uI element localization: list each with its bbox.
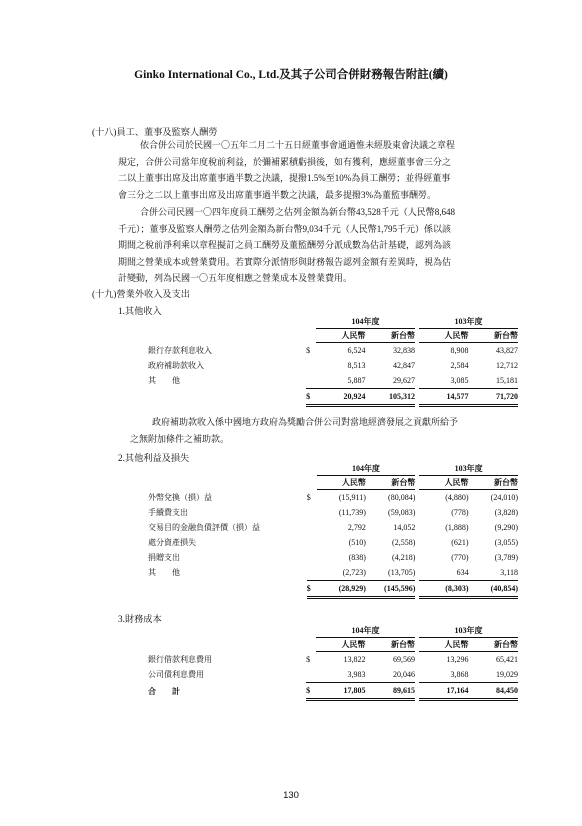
cell: (8,303) (419, 581, 468, 598)
cell: 69,569 (393, 655, 416, 664)
cell: 2,584 (450, 361, 469, 370)
currency-sign: $ (306, 683, 316, 700)
table-row (148, 505, 518, 520)
currency-sign (306, 667, 316, 683)
cell: (11,739) (338, 508, 366, 517)
para2-line: 合併公司民國一〇四年度員工酬勞之估列金額為新台幣43,528千元（人民幣8,648 (140, 207, 456, 217)
para1-line: 依合併公司於民國一〇五年二月二十五日經董事會通過惟未經股東會決議之章程 (140, 140, 456, 150)
currency-sign (307, 520, 317, 535)
cell: 13,822 (343, 655, 366, 664)
finance-costs-title: 3.財務成本 (118, 614, 162, 624)
cell: (4,880) (445, 493, 469, 502)
year-103-header: 103年度 (419, 624, 518, 638)
cell: 6,524 (347, 346, 366, 355)
currency-sign (306, 358, 316, 373)
currency-sign: $ (306, 492, 311, 502)
table-row (148, 565, 518, 581)
rmb-header: 人民幣 (419, 329, 469, 343)
table-row (148, 667, 518, 683)
finance-costs-table (148, 624, 518, 701)
cell: (15,911) (338, 493, 366, 502)
cell: (24,010) (490, 493, 518, 502)
ntd-header: 新台幣 (366, 638, 416, 652)
para2-line: 期間之稅前淨利乘以章程擬訂之員工酬勞及董監酬勞分派成數為估計基礎，認列為該 (118, 240, 452, 251)
section-18-paragraph-2 (118, 204, 478, 287)
para1-line: 會三分之二以上董事出席及出席董事過半數之決議，最多提撥3%為董監事酬勞。 (118, 189, 436, 200)
cell: (770) (451, 553, 469, 562)
year-104-header: 104年度 (316, 315, 415, 329)
cell: (838) (348, 553, 366, 562)
cell: (1,888) (445, 523, 469, 532)
table-row (148, 490, 518, 506)
cell: 20,924 (316, 389, 366, 406)
year-103-header: 103年度 (419, 315, 518, 329)
row-label: 公司債利息費用 (148, 670, 204, 680)
cell: 71,720 (468, 389, 518, 406)
cell: 19,029 (468, 667, 518, 683)
row-label: 交易目的金融負債評價（損）益 (148, 523, 260, 532)
currency-sign (307, 535, 317, 550)
total-label (148, 389, 306, 406)
para2-line: 期間之營業成本或營業費用。若實際分派情形與財務報告認列金額有差異時，視為估 (118, 256, 452, 267)
cell: 65,421 (496, 655, 518, 664)
other-income-title: 1.其他收入 (118, 306, 162, 316)
currency-sign (306, 373, 316, 389)
cell: 14,052 (393, 523, 416, 532)
cell: 32,838 (393, 346, 416, 355)
other-gains-title: 2.其他利益及損失 (118, 453, 190, 463)
rmb-header: 人民幣 (316, 329, 366, 343)
cell: (3,055) (494, 538, 518, 547)
total-row (148, 581, 518, 598)
total-label: 合 計 (148, 686, 180, 696)
table-row (148, 550, 518, 565)
cell: 12,712 (496, 361, 518, 370)
row-label: 銀行存款利息收入 (148, 345, 212, 355)
row-label: 其 他 (148, 568, 180, 578)
currency-sign (307, 505, 317, 520)
year-104-header: 104年度 (317, 462, 416, 476)
government-grant-note (130, 414, 478, 447)
row-label: 處分資產損失 (148, 538, 196, 547)
row-label: 其 他 (148, 376, 180, 386)
cell: (2,558) (392, 538, 416, 547)
cell: 5,887 (316, 373, 366, 389)
cell: 20,046 (366, 667, 416, 683)
currency-sign: $ (306, 345, 311, 355)
row-label: 手續費支出 (148, 508, 188, 517)
cell: 17,164 (419, 683, 469, 700)
cell: 2,792 (347, 523, 366, 532)
cell: (40,854) (469, 581, 518, 598)
rmb-header: 人民幣 (316, 638, 366, 652)
cell: 14,577 (419, 389, 469, 406)
cell: (28,929) (317, 581, 366, 598)
currency-sign: $ (306, 654, 311, 664)
ntd-header: 新台幣 (468, 329, 518, 343)
row-label: 外幣兌換（損）益 (148, 492, 212, 502)
cell: 3,868 (419, 667, 469, 683)
cell: (9,290) (494, 523, 518, 532)
cell: 15,181 (468, 373, 518, 389)
cell: (59,083) (388, 508, 416, 517)
other-gains-table (148, 462, 518, 599)
ntd-header: 新台幣 (366, 329, 416, 343)
cell: 89,615 (366, 683, 416, 700)
cell: 17,805 (316, 683, 366, 700)
rmb-header: 人民幣 (317, 476, 366, 490)
cell: 8,513 (347, 361, 366, 370)
table-row (148, 535, 518, 550)
cell: (2,723) (317, 565, 366, 581)
cell: (3,828) (494, 508, 518, 517)
cell: (13,705) (366, 565, 415, 581)
cell: (145,596) (366, 581, 415, 598)
table-row (148, 343, 518, 359)
cell: 84,450 (468, 683, 518, 700)
rmb-header: 人民幣 (419, 638, 469, 652)
section-18-heading: (十八)員工、董事及監察人酬勞 (92, 127, 218, 137)
cell: 13,296 (446, 655, 469, 664)
total-row (148, 683, 518, 700)
para1-line: 二以上董事出席及出席董事過半數之決議，提撥1.5%至10%為員工酬勞；並得經董事 (118, 173, 451, 184)
cell: 3,983 (316, 667, 366, 683)
other-income-table (148, 315, 518, 407)
cell: (621) (451, 538, 469, 547)
cell: (510) (348, 538, 366, 547)
cell: 8,908 (450, 346, 469, 355)
cell: (3,789) (494, 553, 518, 562)
cell: 42,847 (393, 361, 416, 370)
row-label: 政府補助款收入 (148, 361, 204, 370)
page-number: 130 (283, 790, 299, 801)
total-label (148, 581, 307, 598)
cell: 105,312 (366, 389, 416, 406)
ntd-header: 新台幣 (468, 638, 518, 652)
currency-sign (307, 565, 317, 581)
rmb-header: 人民幣 (419, 476, 468, 490)
ntd-header: 新台幣 (469, 476, 518, 490)
section-18-paragraph-1 (118, 137, 478, 203)
row-label: 捐贈支出 (148, 553, 180, 562)
table-row (148, 652, 518, 668)
cell: (80,084) (388, 493, 416, 502)
table-row (148, 520, 518, 535)
cell: (778) (451, 508, 469, 517)
row-label: 銀行借款利息費用 (148, 654, 212, 664)
cell: 634 (419, 565, 468, 581)
table-row (148, 358, 518, 373)
table-row (148, 373, 518, 389)
year-104-header: 104年度 (316, 624, 415, 638)
para1-line: 規定，合併公司當年度稅前利益，於彌補累積虧損後，如有獲利，應經董事會三分之 (118, 156, 452, 167)
cell: 29,627 (366, 373, 416, 389)
cell: (4,218) (392, 553, 416, 562)
cell: 3,118 (469, 565, 518, 581)
ntd-header: 新台幣 (366, 476, 415, 490)
currency-sign: $ (307, 581, 317, 598)
page-header: Ginko International Co., Ltd.及其子公司合併財務報告附註(續) (134, 69, 448, 81)
para2-line: 千元）；董事及監察人酬勞之估列金額為新台幣9,034千元（人民幣1,795千元）係以該 (118, 223, 452, 234)
cell: 43,827 (496, 346, 518, 355)
cell: 3,085 (419, 373, 469, 389)
para2-line: 計變動，列為民國一〇五年度相應之營業成本及營業費用。 (118, 273, 353, 284)
section-19-heading: (十九)營業外收入及支出 (92, 289, 190, 299)
total-row (148, 389, 518, 406)
year-103-header: 103年度 (419, 462, 518, 476)
note-line: 之無附加條件之補助款。 (130, 433, 230, 444)
currency-sign (307, 550, 317, 565)
note-line: 政府補助款收入係中國地方政府為獎勵合併公司對當地經濟發展之貢獻所給予 (152, 417, 459, 427)
currency-sign: $ (306, 389, 316, 406)
